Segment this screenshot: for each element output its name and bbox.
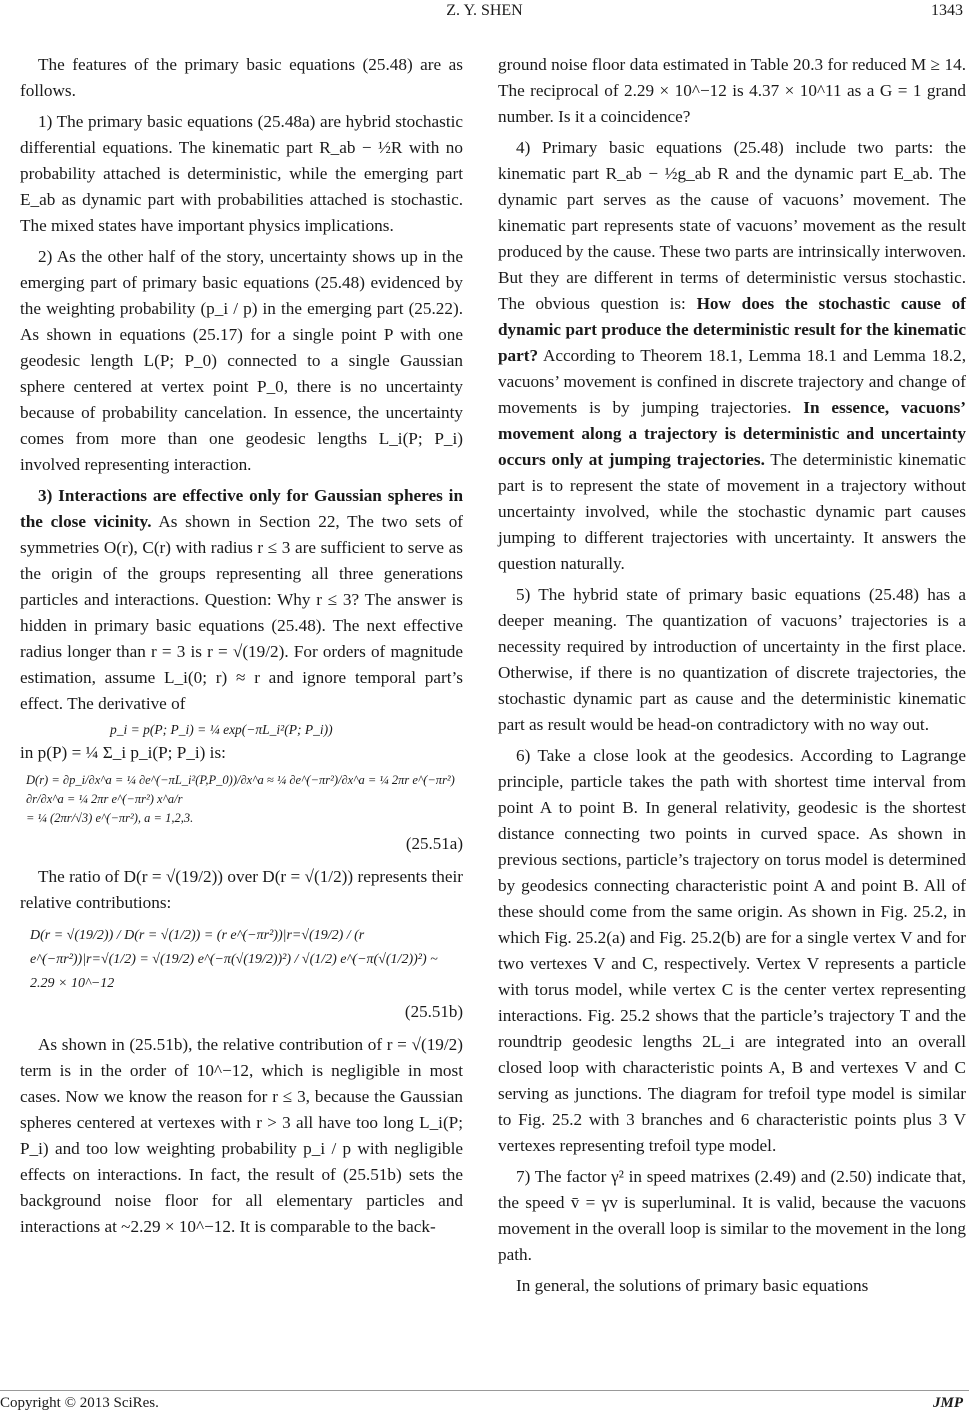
paragraph-text: According to Theorem 18.1, Lemma 18.1 and Lemma 18.2, vacuons’ movement is confined in discrete trajectory and change of movements is by jumping trajectories. [498, 346, 966, 417]
equation-D-line1: D(r) = ∂p_i/∂x^a = ¼ ∂e^(−πL_i²(P,P_0))/∂x^a ≈ ¼ ∂e^(−πr²)/∂x^a = ¼ 2πr e^(−πr²) ∂r/∂x^a = ¼ 2πr e^(−πr²) x^a/r [26, 773, 455, 806]
right-column [498, 52, 966, 1304]
journal-abbreviation: JMP [933, 1395, 963, 1411]
paragraph: 2) As the other half of the story, uncertainty shows up in the emerging part of primary basic equations (25.48) evidenced by the weighting probability (p_i / p) in the emerging part (25.22). As shown in equations (25.17) for a single point P with one geodesic length L(P; P_0) connected to a single Gaussian sphere centered at vertex point P_0, there is no uncertainty because of probability cancelation. In essence, the uncertainty comes from more than one geodesic lengths L_i(P; P_i) involved representing interaction. [20, 247, 463, 474]
paragraph: In general, the solutions of primary basic equations [516, 1276, 869, 1295]
running-header-author: Z. Y. SHEN [446, 2, 523, 19]
paragraph: 7) The factor γ² in speed matrixes (2.49) and (2.50) indicate that, the speed v̄ = γv is superluminal. It is valid, because the vacuons movement in the overall loop is similar to the movement in the long path. [498, 1167, 966, 1264]
paragraph: As shown in (25.51b), the relative contribution of r = √(19/2) term is in the order of 10^−12, which is negligible in most cases. Now we know the reason for r ≤ 3, because the Gaussian spheres centered at vertexes with r > 3 all have too long L_i(P; P_i) and too low weighting probability p_i / p with negligible effects on interactions. In fact, the result of (25.51b) sets the background noise floor for all elementary particles and interactions at ~2.29 × 10^−12. It is comparable to the back- [20, 1035, 463, 1236]
equation-number: (25.51a) [405, 834, 463, 853]
paragraph: ground noise floor data estimated in Table 20.3 for reduced M ≥ 14. The reciprocal of 2.29 × 10^−12 is 4.37 × 10^11 as a G = 1 grand number. Is it a coincidence? [498, 55, 966, 126]
page-number: 1343 [931, 2, 963, 19]
paragraph [20, 483, 463, 717]
paragraph: in p(P) = ¼ Σ_i p_i(P; P_i) is: [20, 743, 226, 762]
bold-text: How does the stochastic cause of dynamic part produce the deterministic result for the kinematic part? [498, 294, 966, 365]
equation-pi: p_i = p(P; P_i) = ¼ exp(−πL_i²(P; P_i)) [110, 722, 333, 737]
equation-D-line2: = ¼ (2πr/√3) e^(−πr²), a = 1,2,3. [26, 811, 194, 825]
left-column [20, 52, 463, 1245]
bold-text: In essence, vacuons’ movement along a trajectory is deterministic and uncertainty occurs only at jumping trajectories. [498, 398, 966, 469]
paragraph: The ratio of D(r = √(19/2)) over D(r = √(1/2)) represents their relative contributions: [20, 867, 463, 912]
paragraph-text: The deterministic kinematic part is to represent the state of movement in a trajectory without uncertainty involved, while the stochastic dynamic part causes jumping to different trajectories with uncertainty. It answers the question naturally. [498, 450, 966, 573]
paragraph: 1) The primary basic equations (25.48a) are hybrid stochastic differential equations. The kinematic part R_ab − ½R with no probability attached is deterministic, while the emerging part E_ab as dynamic part with probabilities attached is stochastic. The mixed states have important physics implications. [20, 112, 463, 235]
paragraph: The features of the primary basic equations (25.48) are as follows. [20, 55, 463, 100]
equation-ratio: D(r = √(19/2)) / D(r = √(1/2)) = (r e^(−πr²))|r=√(19/2) / (r e^(−πr²))|r=√(1/2) = √(19/2) e^(−π(√(19/2))²) / √(1/2) e^(−π(√(1/2))²) ~ 2.29 × 10^−12 [30, 928, 438, 991]
paragraph-text: 4) Primary basic equations (25.48) include two parts: the kinematic part R_ab − ½g_ab R and the dynamic part E_ab. The dynamic part serves as the cause of vacuons’ movement. The kinematic part represents state of vacuons’ movement as the result produced by the cause. These two parts are intrinsically interwoven. But they are different in terms of deterministic versus stochastic. The obvious question is: [498, 138, 966, 313]
footer-rule [0, 1390, 969, 1391]
paragraph [498, 135, 966, 577]
equation-number: (25.51b) [404, 1002, 463, 1021]
copyright-notice: Copyright © 2013 SciRes. [0, 1395, 159, 1411]
bold-heading: 3) Interactions are effective only for Gaussian spheres in the close vicinity. [20, 486, 463, 531]
paragraph: 5) The hybrid state of primary basic equations (25.48) has a deeper meaning. The quantization of vacuons’ trajectories is a necessity required by introduction of uncertainty in the first place. Otherwise, if there is no quantization of discrete trajectories, the stochastic dynamic part as cause and the deterministic kinematic part as result would be head-on contradictory with no way out. [498, 585, 966, 734]
equation-D [26, 771, 463, 828]
paragraph: 6) Take a close look at the geodesics. According to Lagrange principle, particle takes the path with shortest time interval from point A to point B. In general relativity, geodesic is the shortest distance connecting two points in curved space. As shown in previous sections, particle’s trajectory on torus model is determined by geodesics connecting characteristic point A and point B. All of these should come from the same origin. As shown in Fig. 25.2, in which Fig. 25.2(a) and Fig. 25.2(b) are for a single vertex V and for two vertexes V and C, respectively. Vertex V represents a particle with torus model, while vertex C is the center vertex representing interactions. Fig. 25.2 shows that the particle’s trajectory T and the roundtrip geodesic lengths 2L_i are integrated into an overall closed loop with characteristic points A, B and vertexes V and C serving as junctions. The diagram for trefoil type model is similar to Fig. 25.2 with 3 branches and 6 characteristic points plus 3 V vertexes representing trefoil type model. [498, 746, 966, 1155]
paragraph-text: As shown in Section 22, The two sets of symmetries O(r), C(r) with radius r ≤ 3 are sufficient to serve as the origin of the groups representing all three generations particles and interactions. Question: Why r ≤ 3? The answer is hidden in primary basic equations (25.48). The next effective radius longer than r = 3 is r = √(19/2). For orders of magnitude estimation, assume L_i(0; r) ≈ r and ignore temporal part’s effect. The derivative of [20, 512, 464, 713]
